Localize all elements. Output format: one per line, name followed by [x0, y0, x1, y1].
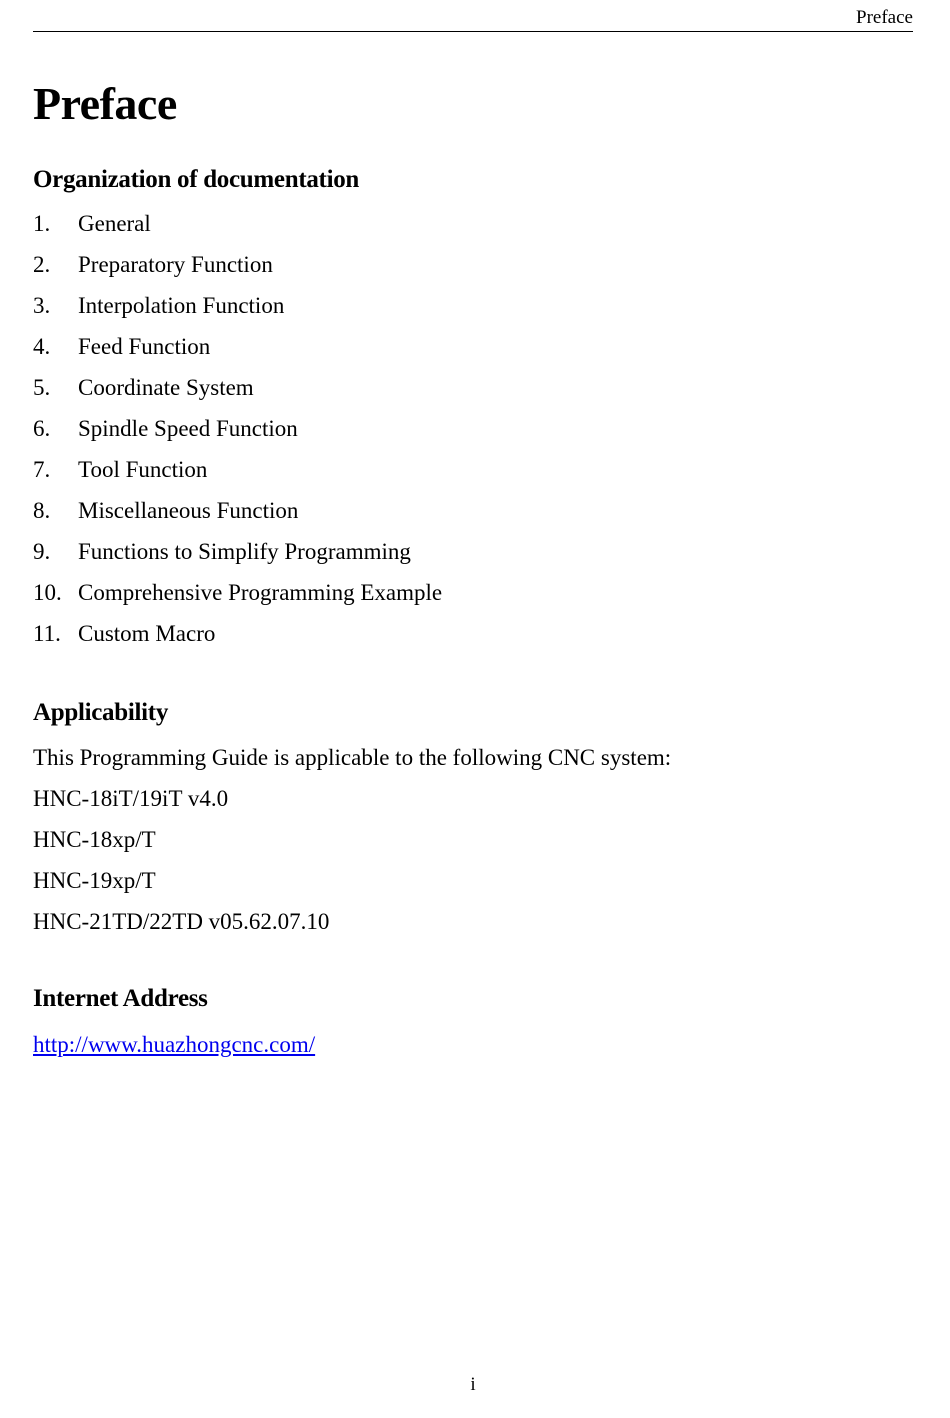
- list-item-label: General: [78, 211, 151, 236]
- list-item: [33, 613, 442, 654]
- list-item-label: Tool Function: [78, 457, 208, 482]
- system-model: HNC-18iT/19iT v4.0: [33, 786, 229, 811]
- list-item-label: Custom Macro: [78, 621, 216, 646]
- applicability-intro: This Programming Guide is applicable to the following CNC system:: [33, 745, 672, 770]
- list-item: [33, 572, 442, 613]
- list-item: [33, 285, 442, 326]
- list-item-number: 5.: [33, 375, 51, 400]
- applicability-body: [33, 737, 671, 942]
- website-link[interactable]: http://www.huazhongcnc.com/: [33, 1032, 316, 1057]
- list-item: [33, 244, 442, 285]
- list-item-number: 8.: [33, 498, 51, 523]
- list-item-label: Feed Function: [78, 334, 211, 359]
- list-item-number: 9.: [33, 539, 51, 564]
- page-title: Preface: [33, 78, 177, 129]
- list-item-number: 10.: [33, 580, 62, 605]
- system-model: HNC-21TD/22TD v05.62.07.10: [33, 909, 330, 934]
- list-item-label: Comprehensive Programming Example: [78, 580, 443, 605]
- list-item-number: 1.: [33, 211, 51, 236]
- list-item: [33, 408, 442, 449]
- system-model: HNC-19xp/T: [33, 868, 156, 893]
- list-item: [33, 449, 442, 490]
- list-item-number: 2.: [33, 252, 51, 277]
- list-item-number: 3.: [33, 293, 51, 318]
- list-item-number: 7.: [33, 457, 51, 482]
- list-item: [33, 203, 442, 244]
- list-item: [33, 326, 442, 367]
- organization-heading: Organization of documentation: [33, 166, 360, 193]
- list-item: [33, 531, 442, 572]
- list-item-number: 6.: [33, 416, 51, 441]
- list-item-number: 11.: [33, 621, 61, 646]
- running-header-title: Preface: [856, 7, 913, 28]
- list-item-label: Functions to Simplify Programming: [78, 539, 411, 564]
- list-item-number: 4.: [33, 334, 51, 359]
- list-item-label: Spindle Speed Function: [78, 416, 298, 441]
- system-model: HNC-18xp/T: [33, 827, 156, 852]
- page-number: i: [470, 1374, 476, 1395]
- list-item: [33, 490, 442, 531]
- applicability-heading: Applicability: [33, 699, 169, 726]
- list-item-label: Interpolation Function: [78, 293, 285, 318]
- documentation-list: [33, 203, 442, 654]
- list-item-label: Preparatory Function: [78, 252, 273, 277]
- list-item-label: Miscellaneous Function: [78, 498, 299, 523]
- list-item: [33, 367, 442, 408]
- internet-address-heading: Internet Address: [33, 985, 208, 1012]
- running-header: [33, 6, 913, 32]
- list-item-label: Coordinate System: [78, 375, 254, 400]
